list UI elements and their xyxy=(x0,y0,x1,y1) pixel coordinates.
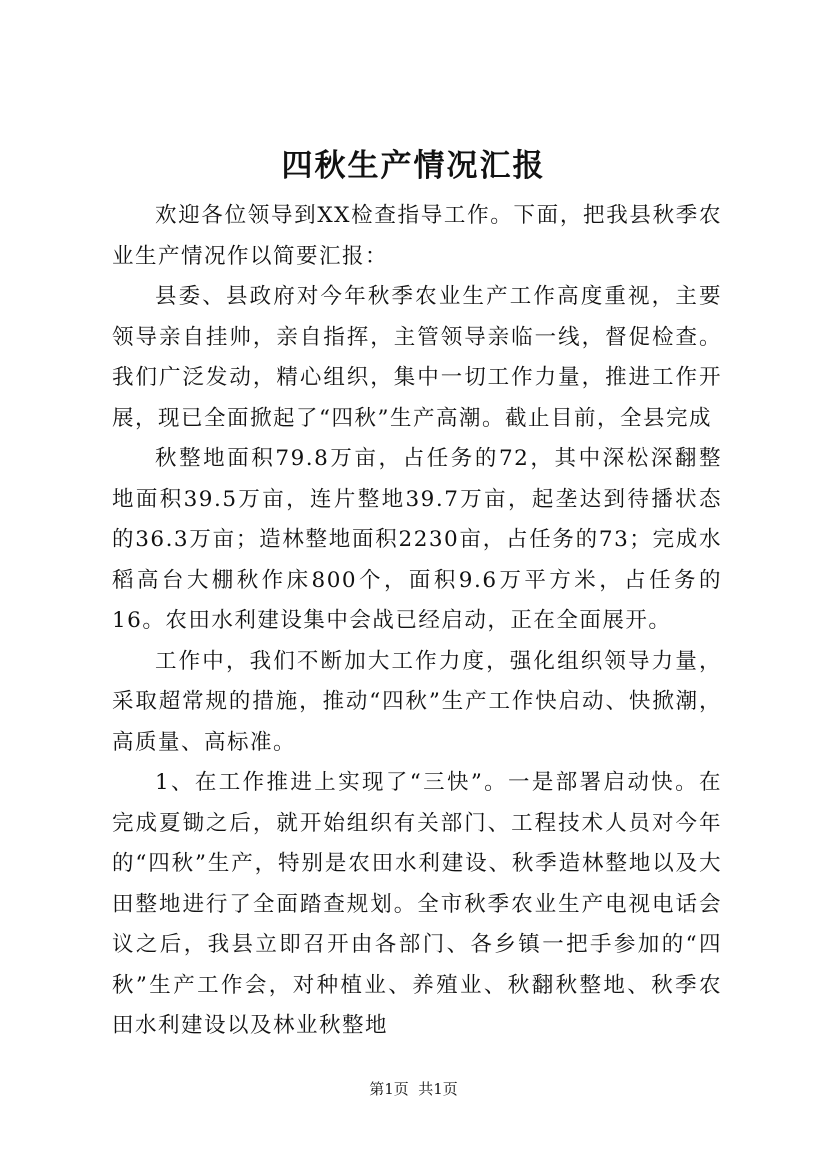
paragraph-leadership: 县委、县政府对今年秋季农业生产工作高度重视，主要领导亲自挂帅，亲自指挥，主管领导亲临一线，督促检查。我们广泛发动，精心组织，集中一切工作力量，推进工作开展，现已全面掀起了“四秋”生产高潮。截止目前，全县完成 xyxy=(112,284,722,431)
paragraph-three-fast: 1、在工作推进上实现了“三快”。一是部署启动快。在完成夏锄之后，就开始组织有关部门、工程技术人员对今年的“四秋”生产，特别是农田水利建设、秋季造林整地以及大田整地进行了全面踏查规划。全市秋季农业生产电视电话会议之后，我县立即召开由各部门、各乡镇一把手参加的“四秋”生产工作会，对种植业、养殖业、秋翻秋整地、秋季农田水利建设以及林业秋整地 xyxy=(112,770,722,1038)
paragraph-measures: 工作中，我们不断加大工作力度，强化组织领导力量，采取超常规的措施，推动“四秋”生产工作快启动、快掀潮，高质量、高标准。 xyxy=(112,648,722,755)
paragraph-greeting: 欢迎各位领导到XX检查指导工作。下面，把我县秋季农业生产情况作以简要汇报： xyxy=(112,203,722,269)
paragraph-statistics: 秋整地面积79.8万亩，占任务的72，其中深松深翻整地面积39.5万亩，连片整地39.7万亩，起垄达到待播状态的36.3万亩；造林整地面积2230亩，占任务的73；完成水稻高台大棚秋作床800个，面积9.6万平方米，占任务的16。农田水利建设集中会战已经启动，正在全面展开。 xyxy=(112,446,722,633)
document-title: 四秋生产情况汇报 xyxy=(281,148,546,184)
page-footer: 第1页 共1页 xyxy=(369,1080,458,1098)
document-body xyxy=(112,196,722,1047)
